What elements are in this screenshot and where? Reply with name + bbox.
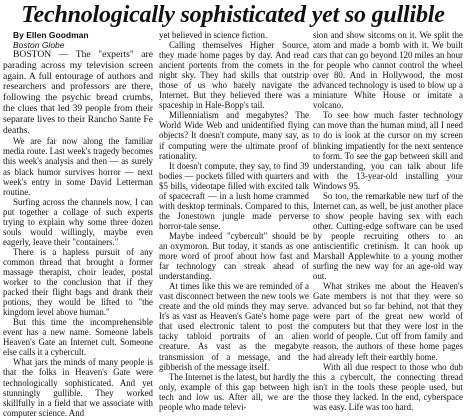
paragraph: sion and show sitcoms on it. We split the atom and made a bomb with it. We built cars that can go beyond 120 miles an hour for people who cannot control the wheel over 80. And in Hollywood, the most advanced technology is used to blow up a miniature White House or imitate a volcano. bbox=[313, 30, 463, 111]
paragraph: The Internet is the latest, but hardly the only, example of this gap between high tech and low us. After all, we are the people who made televi- bbox=[159, 371, 309, 412]
paragraph: What jars the minds of many people is that the folks in Heaven's Gate were technologically sophisticated. And yet stunningly gullible. They worked skillfully in a field that we associate with computer science. And bbox=[3, 357, 153, 418]
byline-author: By Ellen Goodman bbox=[13, 30, 89, 40]
headline: Technologically sophisticated yet so gullible bbox=[21, 2, 445, 28]
paragraph: To see how much faster technology can move than the human mind, all I need to do is look at the cursor on my screen blinking impatiently for the next sentence to form. To see the gap between skill and understanding, you can talk about life with the 13-year-old installing your Windows 95. bbox=[313, 110, 463, 191]
paragraph: Calling themselves Higher Source, they made home pages by day. And read ancient portents from the comets in the night sky. They had skills that outstrip those of us who barely navigate the Internet. But they believed there was a spaceship in Hale-Bopp's tail. bbox=[159, 40, 309, 111]
paragraph: yet believed in science fiction. bbox=[159, 30, 268, 40]
article-column-2 bbox=[159, 30, 309, 410]
byline-org: Boston Globe bbox=[13, 40, 65, 50]
paragraph: At times like this we are reminded of a vast disconnect between the new tools we create and the old minds they may serve. It's as vast as Heaven's Gate's home page that used electronic talent to post the tacky tabloid portraits of an alien creature. As vast as the megabyte transmission of a message, and the gibberish of the message itself. bbox=[159, 281, 309, 372]
paragraph: We are far now along the familiar media route. Last week's tragedy becomes this week's analysis and then — as surely as black humor survives horror — next week's entry in some David Letterman routine. bbox=[3, 136, 153, 197]
paragraph: There is a hapless pursuit of any common thread that brought a former massage therapist, choir leader, postal worker to the conclusion that if they packed their flight bags and drank their potions, they would be lifted to "the kingdom level above human." bbox=[3, 246, 153, 318]
paragraph: Surfing across the channels now, I can put together a collage of such experts trying to explain why some three dozen souls would willingly, maybe even eagerly, leave their "containers." bbox=[3, 196, 153, 247]
article-column-3 bbox=[313, 30, 463, 410]
paragraph: BOSTON — The "experts" are parading across my television screen again. A full entourage of authors and researchers and professors are there, following the psychic bread crumbs, the clues that led 39 people from their separate lives to their Rancho Sante Fe deaths. bbox=[3, 49, 153, 136]
paragraph: Millennialism and megabytes? The World Wide Web and unidentified flying objects? It doesn't compute, many say, as if computing were the ultimate proof of rationality. bbox=[159, 110, 309, 161]
paragraph: It doesn't compute, they say, to find 39 bodies — pockets filled with quarters and $5 bills, videotape filled with excited talk of spacecraft — in a lush home crammed with desktop terminals. Compared to this, the Jonestown jungle made perverse horror-tale sense. bbox=[159, 160, 309, 231]
paragraph: With all due respect to those who dub this a cybercult, the connecting thread isn't in the tools these people used, but those they lacked. In the end, cyberspace was easy. Life was too hard. bbox=[313, 361, 463, 412]
paragraph: What strikes me about the Heaven's Gate members is not that they were so advanced but so far behind, not that they were part of the great new world of computers but that they were lost in the world of people. Cut off from family and reason, the authors of these home pages had already left their earthly home. bbox=[313, 281, 463, 362]
article-column-1 bbox=[3, 30, 153, 418]
paragraph: But this time the incomprehensible event has a new name. Someone labels Heaven's Gate an Internet cult. Someone else calls it a cybercult. bbox=[3, 317, 153, 358]
paragraph: So too, the remarkable new turf of the Internet can, as well, be just another place to show people having sex with each other. Cutting-edge software can be used by people recruiting others to an antiscientific cretinism. It can hook up Marshall Applewhite to a young mother surfing the new way for an age-old way out. bbox=[313, 190, 463, 282]
paragraph: Maybe indeed "cybercult" should be an oxymoron. But today, it stands as one more word of proof about how fast and far technology can streak ahead of understanding. bbox=[159, 230, 309, 282]
